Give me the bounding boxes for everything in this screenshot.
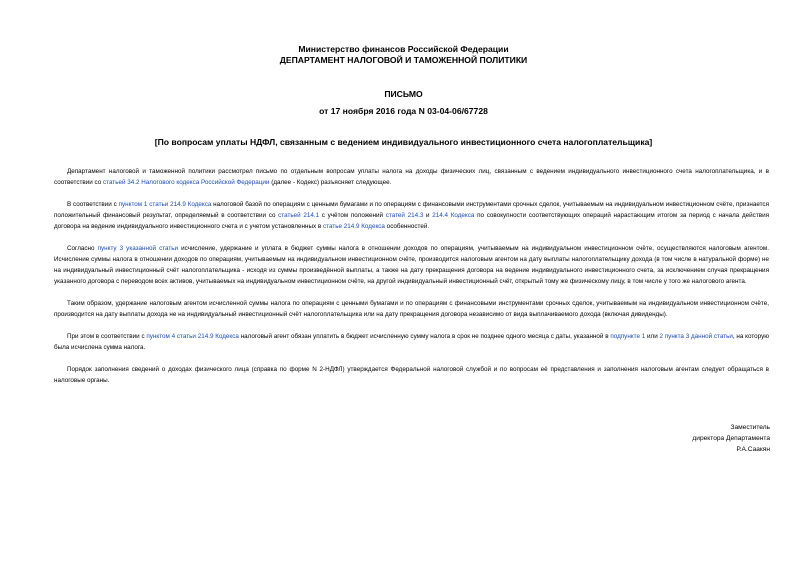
- paragraph-1: Департамент налоговой и таможенной политики рассмотрел письмо по отдельным вопросам уплаты налога на доходы физических лиц, связанным с ведением индивидуального инвестиционного счета налогоплательщика, и в соответствии со статьей 34.2 Налогового кодекса Российской Федерации (далее - Кодекс) разъясняет следующее.: [54, 168, 769, 186]
- signer-title-1: Заместитель: [730, 424, 770, 431]
- signer-title-2: директора Департамента: [692, 435, 770, 442]
- link-article-214-4[interactable]: 214.4 Кодекса: [432, 212, 475, 219]
- document-subject: [По вопросам уплаты НДФЛ, связанным с ведением индивидуального инвестиционного счета налогоплательщика]: [154, 137, 653, 147]
- link-subpoint-1[interactable]: подпункте 1: [610, 333, 646, 340]
- document-date-number: от 17 ноября 2016 года N 03-04-06/67728: [319, 106, 488, 116]
- letterhead: [0, 44, 807, 66]
- paragraph-6: Порядок заполнения сведений о доходах физического лица (справка по форме N 2-НДФЛ) утверждается Федеральной налоговой службой и по вопросам её представления и заполнения налоговым агентам следует обращаться в налоговые органы.: [54, 366, 769, 384]
- signature-block: [692, 422, 770, 455]
- link-p4-article-214-9[interactable]: пунктом 4 статьи 214.9 Кодекса: [146, 333, 239, 340]
- ministry-name: Министерство финансов Российской Федерации: [298, 44, 509, 54]
- document-type: ПИСЬМО: [384, 89, 423, 99]
- link-subpoint-2-p3[interactable]: 2 пункта 3 данной статьи: [659, 333, 733, 340]
- link-article-214-3[interactable]: статей 214.3: [385, 212, 424, 219]
- paragraph-5: При этом в соответствии с пунктом 4 статьи 214.9 Кодекса налоговый агент обязан уплатить в бюджет исчисленную сумму налога в срок не позднее одного месяца с даты, указанной в подпункте 1 или 2 пункта 3 данной статьи, на которую была исчислена сумма налога.: [54, 333, 769, 351]
- link-article-34-2[interactable]: статьей 34.2 Налогового кодекса Российской Федерации: [102, 179, 270, 186]
- link-article-214-1[interactable]: статьей 214.1: [278, 212, 320, 219]
- document-body: [54, 166, 769, 397]
- link-p3-article[interactable]: пункту 3 указанной статьи: [97, 245, 179, 252]
- link-article-214-9[interactable]: статье 214.9 Кодекса: [323, 223, 385, 230]
- paragraph-3: Согласно пункту 3 указанной статьи исчисление, удержание и уплата в бюджет суммы налога в отношении доходов по операциям, учитываемым на индивидуальном инвестиционном счёте, осуществляются налоговым агентом. Исчисление суммы налога в отношении доходов по операциям, учитываемым на индивидуальном инвестиционном счёте, производится налоговым агентом на дату выплаты налогоплательщику дохода (в том числе в натуральной форме) не на индивидуальный инвестиционный счёт налогоплательщика - исходя из суммы произведённой выплаты, а также на дату прекращения договора на ведение индивидуального инвестиционного счета, за исключением случая прекращения указанного договора с переводом всех активов, учитываемых на индивидуальном инвестиционном счёте, на другой индивидуальный инвестиционный счёт, открытый тому же физическому лицу, в том числе у того же налогового агента.: [54, 245, 769, 285]
- paragraph-2: В соответствии с пунктом 1 статьи 214.9 Кодекса налоговой базой по операциям с ценными бумагами и по операциям с финансовыми инструментами срочных сделок, учитываемым на индивидуальном инвестиционном счёте, признается положительный финансовый результат, определяемый в соответствии со статьей 214.1 с учётом положений статей 214.3 и 214.4 Кодекса по совокупности соответствующих операций нарастающим итогом за период с начала действия договора на ведение индивидуального инвестиционного счета и с учетом установленных в статье 214.9 Кодекса особенностей.: [54, 201, 769, 230]
- department-name: ДЕПАРТАМЕНТ НАЛОГОВОЙ И ТАМОЖЕННОЙ ПОЛИТИКИ: [279, 55, 528, 65]
- link-p1-article-214-9[interactable]: пунктом 1 статьи 214.9 Кодекса: [118, 201, 212, 208]
- paragraph-4: Таким образом, удержание налоговым агентом исчисленной суммы налога по операциям с ценными бумагами и по операциям с финансовыми инструментами срочных сделок, учитываемым на индивидуальном инвестиционном счёте, производится на дату выплаты дохода не на индивидуальный инвестиционный счёт налогоплательщика или на дату прекращения договора независимо от вида выплачиваемого дохода (включая дивиденды).: [54, 300, 769, 318]
- signer-name: Р.А.Саакян: [736, 446, 770, 453]
